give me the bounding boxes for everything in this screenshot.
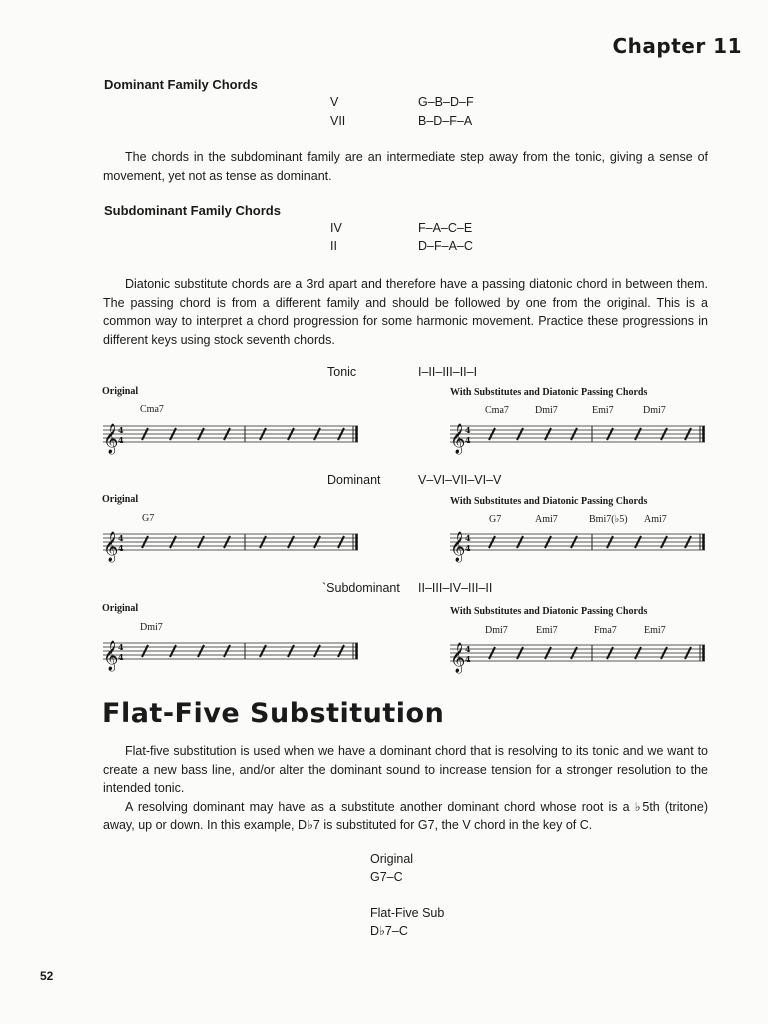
example-tonic-label: Tonic	[327, 365, 357, 379]
example-tonic-original-label: Original	[102, 386, 139, 397]
page-number: 52	[40, 969, 54, 983]
example-dominant-label: Dominant	[327, 473, 381, 487]
treble-clef-icon: 𝄞	[103, 641, 119, 671]
time-signature-top: 4	[118, 425, 124, 435]
subdominant-family-heading: Subdominant Family Chords	[104, 203, 281, 218]
example-subdominant-original-chord: Dmi7	[140, 622, 163, 633]
staff-tonic-original	[103, 418, 358, 454]
example-tonic-progression: I–II–III–II–I	[418, 365, 478, 379]
example-dominant-sub-chord-1: G7	[489, 514, 502, 525]
treble-clef-icon: 𝄞	[450, 532, 466, 562]
chapter-heading: Chapter 11	[612, 34, 742, 58]
staff-dominant-original	[103, 526, 358, 562]
time-signature-bottom: 4	[465, 543, 471, 553]
time-signature-top: 4	[118, 533, 124, 543]
example-tonic-sub-chord-1: Cma7	[485, 405, 509, 416]
example-subdominant-subs-label: With Substitutes and Diatonic Passing Chords	[450, 606, 648, 617]
example-dominant-sub-chord-3: Bmi7(♭5)	[589, 514, 628, 525]
subdominant-numeral-iv: IV	[330, 221, 342, 235]
example-subdominant-sub-chord-1: Dmi7	[485, 625, 508, 636]
example-tonic-sub-chord-2: Dmi7	[535, 405, 558, 416]
example-original-value: G7–C	[370, 870, 403, 884]
example-tonic-original-chord: Cma7	[140, 404, 164, 415]
treble-clef-icon: 𝄞	[103, 424, 119, 454]
example-tonic-sub-chord-3: Emi7	[592, 405, 614, 416]
subdominant-notes-iv: F–A–C–E	[418, 221, 473, 235]
paragraph-subdominant-intro: The chords in the subdominant family are an intermediate step away from the tonic, giving a sense of movement, yet not as tense as dominant.	[103, 150, 708, 183]
time-signature-bottom: 4	[118, 543, 124, 553]
paragraph-diatonic-substitutes: Diatonic substitute chords are a 3rd apart and therefore have a passing diatonic chord in between them. The passing chord is from a different family and should be followed by one from the original. This is a common way to interpret a chord progression for some harmonic movement. Practice these progressions in different keys using stock seventh chords.	[103, 277, 708, 347]
time-signature-top: 4	[465, 644, 471, 654]
example-subdominant-sub-chord-4: Emi7	[644, 625, 666, 636]
example-sub-value: D♭7–C	[370, 924, 408, 938]
time-signature-bottom: 4	[118, 435, 124, 445]
time-signature-top: 4	[465, 425, 471, 435]
time-signature-top: 4	[465, 533, 471, 543]
section-title: Flat-Five Substitution	[102, 698, 445, 729]
time-signature-top: 4	[118, 642, 124, 652]
example-dominant-original-chord: G7	[142, 513, 155, 524]
staff-subdominant-substitutes	[450, 637, 705, 673]
example-dominant-subs-label: With Substitutes and Diatonic Passing Chords	[450, 496, 648, 507]
example-dominant-sub-chord-4: Ami7	[644, 514, 667, 525]
treble-clef-icon: 𝄞	[450, 424, 466, 454]
dominant-notes-vii: B–D–F–A	[418, 114, 473, 128]
example-tonic-subs-label: With Substitutes and Diatonic Passing Chords	[450, 387, 648, 398]
treble-clef-icon: 𝄞	[103, 532, 119, 562]
treble-clef-icon: 𝄞	[450, 643, 466, 673]
subdominant-numeral-ii: II	[330, 239, 337, 253]
example-dominant-progression: V–VI–VII–VI–V	[418, 473, 502, 487]
time-signature-bottom: 4	[118, 652, 124, 662]
example-original-label: Original	[370, 852, 414, 866]
example-subdominant-sub-chord-2: Emi7	[536, 625, 558, 636]
dominant-family-heading: Dominant Family Chords	[104, 77, 258, 92]
dominant-notes-v: G–B–D–F	[418, 95, 474, 109]
dominant-numeral-v: V	[330, 95, 339, 109]
paragraph-flat-five-intro: Flat-five substitution is used when we have a dominant chord that is resolving to its tonic and we want to create a new bass line, and/or alter the dominant sound to increase tension for a stronger resolution to the intended tonic. A resolving dominant may have as a substitute another dominant chord whose root is a ♭5th (tritone) away, up or down. In this example, D♭7 is substituted for G7, the V chord in the key of C.	[103, 744, 708, 832]
staff-dominant-substitutes	[450, 526, 705, 562]
time-signature-bottom: 4	[465, 654, 471, 664]
staff-tonic-substitutes	[450, 418, 705, 454]
example-subdominant-progression: II–III–IV–III–II	[418, 581, 493, 595]
subdominant-notes-ii: D–F–A–C	[418, 239, 473, 253]
example-dominant-original-label: Original	[102, 494, 139, 505]
example-dominant-sub-chord-2: Ami7	[535, 514, 558, 525]
example-tonic-sub-chord-4: Dmi7	[643, 405, 666, 416]
dominant-numeral-vii: VII	[330, 114, 346, 128]
staff-subdominant-original	[103, 635, 358, 671]
example-subdominant-label: `Subdominant	[322, 581, 400, 595]
example-subdominant-sub-chord-3: Fma7	[594, 625, 617, 636]
time-signature-bottom: 4	[465, 435, 471, 445]
example-subdominant-original-label: Original	[102, 603, 139, 614]
example-sub-label: Flat-Five Sub	[370, 906, 445, 920]
